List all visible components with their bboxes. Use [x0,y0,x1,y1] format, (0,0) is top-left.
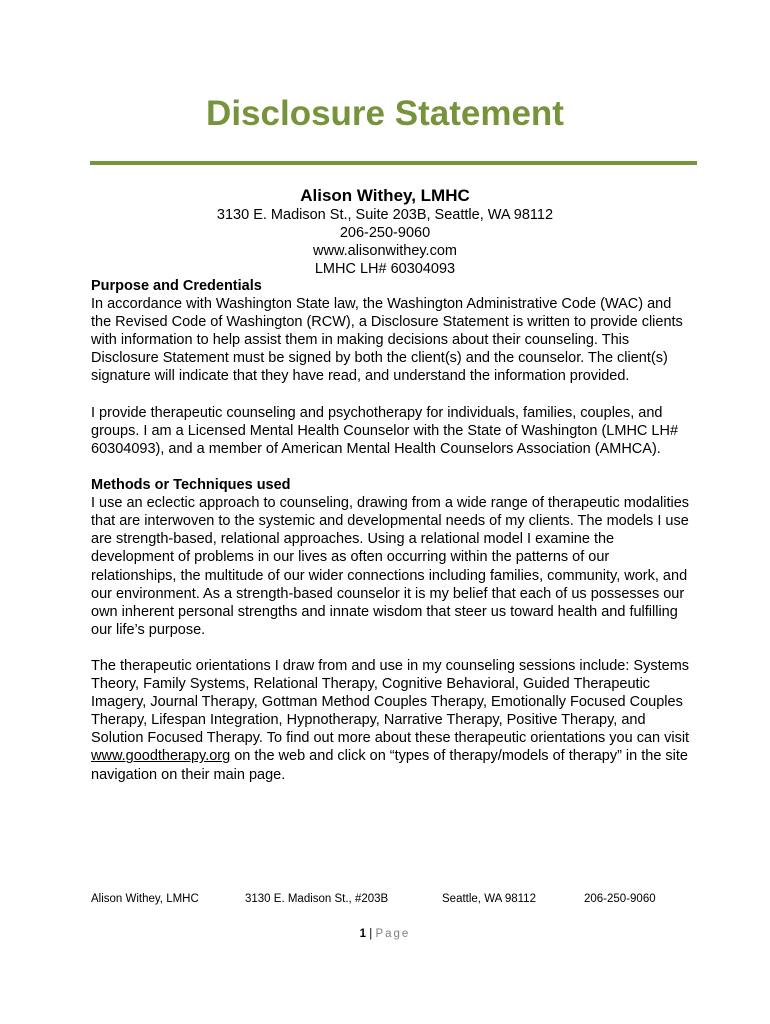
goodtherapy-link[interactable]: www.goodtherapy.org [91,748,231,765]
license-number: LMHC LH# 60304093 [314,261,456,277]
paragraph-methods-2-tail: on the web and click on “types of therapy/models of therapy” in the site navigation on their main page. [91,748,688,783]
paragraph-methods-2-text: The therapeutic orientations I draw from and use in my counseling sessions include: Systems Theory, Family Systems, Relational Therapy, Cognitive Behavioral, Guided Therapeutic Imagery, Journal Therapy, Gottman Method Couples Therapy, Emotionally Focused Couples Therapy, Lifespan Integration, Hypnotherapy, Narrative Therapy, Positive Therapy, and Solution Focused Therapy. To find out more about these therapeutic orientations you can visit [91,657,690,747]
paragraph-purpose-1: In accordance with Washington State law, the Washington Administrative Code (WAC) and the Revised Code of Washington (RCW), a Disclosure Statement is written to provide clients with information to help assist them in making decisions about their counseling. This Disclosure Statement must be signed by both the client(s) and the counselor. The client(s) signature will indicate that they have read, and understand the information provided. [91,296,683,385]
page-footer [0,891,770,907]
paragraph-purpose-2: I provide therapeutic counseling and psychotherapy for individuals, families, couples, and groups. I am a Licensed Mental Health Counselor with the State of Washington (LMHC LH# 60304093), and a member of American Mental Health Counselors Association (AMHCA). [91,404,679,457]
page-number-separator: | [369,928,373,940]
footer-phone: 206-250-9060 [584,893,656,905]
website-url: www.alisonwithey.com [313,243,457,259]
footer-address: 3130 E. Madison St., #203B [245,893,389,905]
title-divider [90,161,697,165]
counselor-name: Alison Withey, LMHC [300,186,470,205]
page-number-value: 1 [359,928,367,940]
paragraph-methods-2 [91,657,691,784]
page-number [0,926,770,942]
section-heading-methods: Methods or Techniques used [91,477,291,494]
paragraph-methods-1: I use an eclectic approach to counseling, drawing from a wide range of therapeutic modalities that are interwoven to the systemic and developmental needs of my clients. The models I use are strength-based, relational approaches. Using a relational model I examine the development of problems in our lives as often occurring within the patterns of our relationships, the multitude of our wider connections including families, community, work, and our environment. As a strength-based counselor it is my belief that each of us possesses our own inherent personal strengths and innate wisdom that steer us toward health and fulfilling our life’s purpose. [91,495,690,638]
page-number-label: Page [375,928,411,940]
document-title: Disclosure Statement [206,94,564,133]
footer-name: Alison Withey, LMHC [91,893,199,905]
phone-number: 206-250-9060 [339,225,431,241]
office-address: 3130 E. Madison St., Suite 203B, Seattle, WA 98112 [216,207,554,223]
section-heading-purpose: Purpose and Credentials [91,278,262,294]
document-body [91,277,691,802]
footer-city: Seattle, WA 98112 [442,893,536,905]
contact-header [0,186,770,278]
